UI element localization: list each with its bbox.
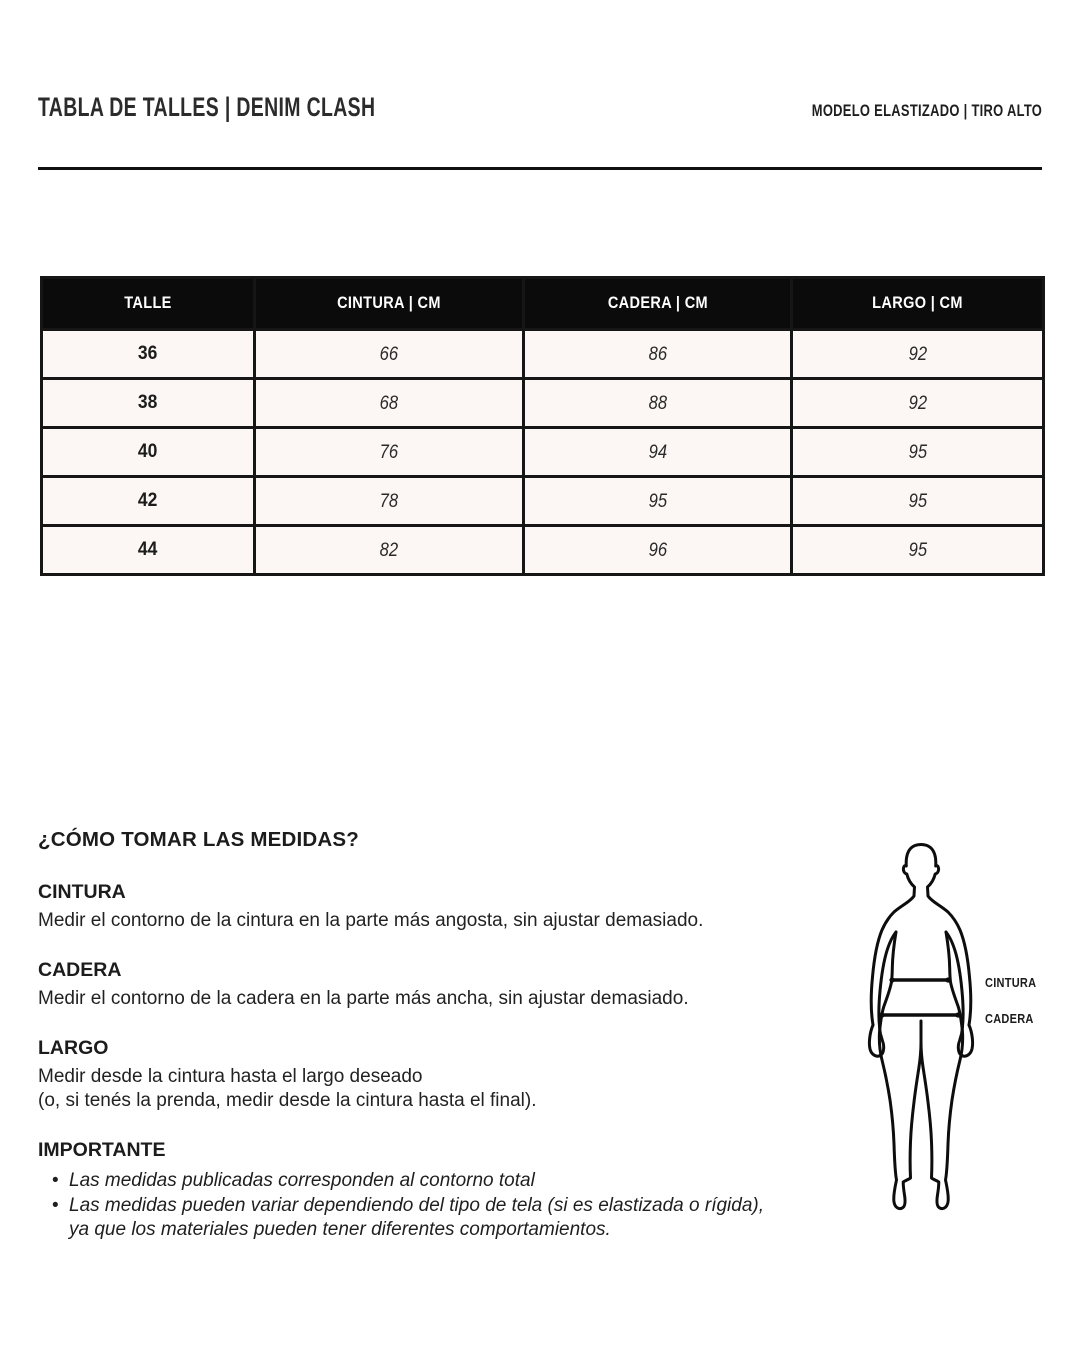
cell-cadera: 96 [524,526,792,575]
section-heading: LARGO [38,1037,109,1059]
text-line: Medir desde la cintura hasta el largo deseado [38,1066,423,1087]
cell-talle: 44 [42,526,255,575]
instructions-title: ¿CÓMO TOMAR LAS MEDIDAS? [38,828,360,851]
col-header-cadera: CADERA | CM [524,278,792,330]
text-line: • Las medidas pueden variar dependiendo del tipo de tela (si es elastizada o rígida), [69,1194,765,1216]
text-line: ya que los materiales pueden tener diferentes comportamientos. [69,1219,611,1240]
torso-right-leg [921,932,963,1209]
figure-hip-label: CADERA [985,1012,1034,1026]
section-text [38,909,820,933]
cell-largo: 92 [792,330,1044,379]
page-title [38,92,507,123]
cell-largo: 95 [792,526,1044,575]
body-silhouette-figure [866,842,976,1222]
section-cadera [38,959,820,1011]
size-table [40,276,1045,576]
table-row [42,379,1044,428]
size-table-body [42,330,1044,575]
cell-talle: 36 [42,330,255,379]
section-cintura [38,881,820,933]
col-header-largo: LARGO | CM [792,278,1044,330]
table-row [42,330,1044,379]
section-text [38,1065,820,1113]
cell-cadera: 88 [524,379,792,428]
torso-left-leg [879,932,921,1209]
list-item [52,1169,820,1194]
section-heading: CINTURA [38,881,126,903]
header-divider [38,167,1042,170]
page-title-text: TABLA DE TALLES | DENIM CLASH [38,92,376,122]
cell-cintura: 76 [255,428,524,477]
cell-talle: 42 [42,477,255,526]
cell-cintura: 78 [255,477,524,526]
text-line: Medir el contorno de la cintura en la parte más angosta, sin ajustar demasiado. [38,910,704,931]
section-text [38,987,820,1011]
section-heading: IMPORTANTE [38,1139,166,1161]
page-subtitle [739,101,1042,121]
section-largo [38,1037,820,1113]
measuring-instructions [38,828,820,1243]
size-table-header [42,278,1044,330]
cell-cadera: 95 [524,477,792,526]
table-row [42,526,1044,575]
section-heading: CADERA [38,959,122,981]
size-table-header-row [42,278,1044,330]
col-header-cintura: CINTURA | CM [255,278,524,330]
cell-cintura: 66 [255,330,524,379]
cell-largo: 92 [792,379,1044,428]
cell-cintura: 82 [255,526,524,575]
important-list [38,1169,820,1243]
table-row [42,428,1044,477]
text-line: Las medidas publicadas corresponden al contorno total [69,1170,535,1191]
cell-talle: 40 [42,428,255,477]
page-subtitle-text: MODELO ELASTIZADO | TIRO ALTO [811,101,1042,120]
figure-waist-label: CINTURA [985,976,1037,990]
table-row [42,477,1044,526]
cell-largo: 95 [792,477,1044,526]
col-header-talle: TALLE [42,278,255,330]
text-line: Medir el contorno de la cadera en la parte más ancha, sin ajustar demasiado. [38,988,689,1009]
cell-cintura: 68 [255,379,524,428]
cell-largo: 95 [792,428,1044,477]
section-importante [38,1139,820,1243]
waist-measure-line [889,977,950,982]
cell-talle: 38 [42,379,255,428]
cell-cadera: 86 [524,330,792,379]
cell-cadera: 94 [524,428,792,477]
hip-measure-line [879,1012,960,1017]
list-item [52,1194,820,1243]
text-line: (o, si tenés la prenda, medir desde la cintura hasta el final). [38,1090,537,1111]
